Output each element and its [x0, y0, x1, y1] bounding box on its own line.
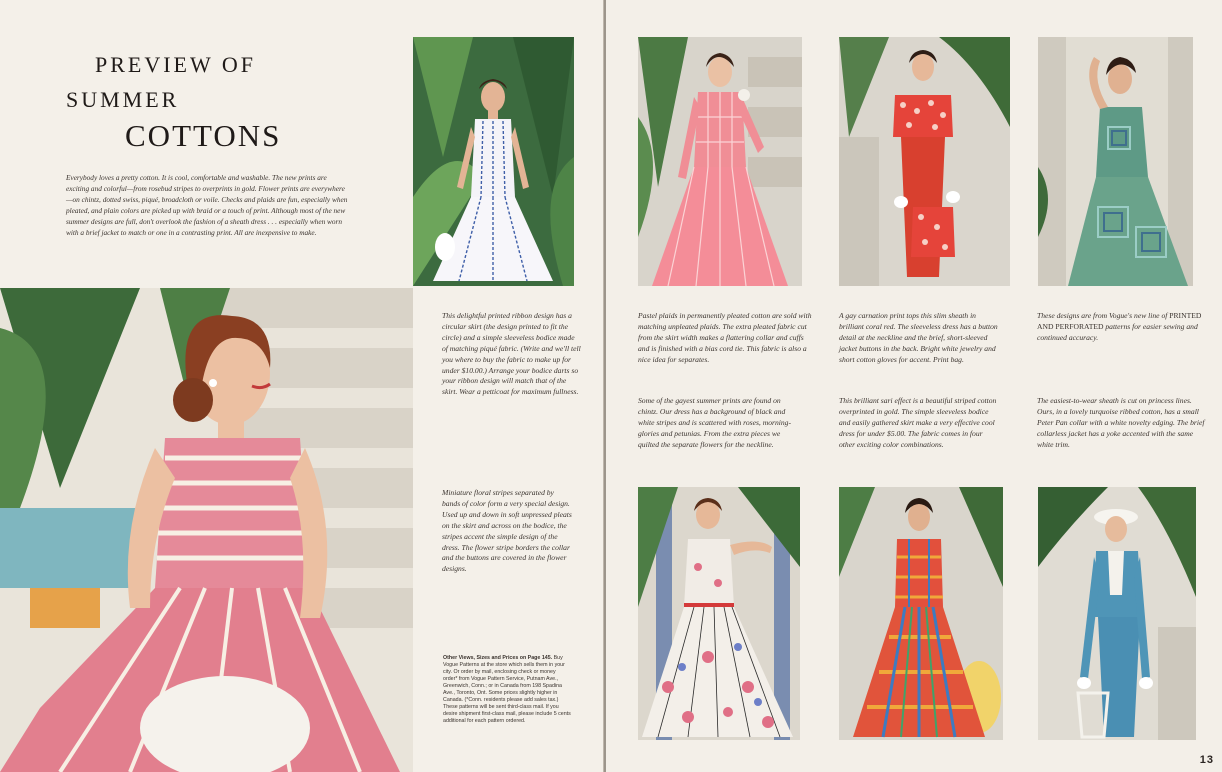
intro-paragraph: Everybody loves a pretty cotton. It is cool, comfortable and washable. The new prints are exciting and colorful—from rosebud stripes to overprints in gold. Flower prints are everywhere—on chintz, dotted swiss, piqué, broadcloth or voile. Checks and plaids are fun, especially when pleated, and plain colors are picked up with braid or a touch of print. Although most of the new summer designs are full, don't overlook the fashion of a sheath dress . . . especially when worn with a brief jacket to match or one in a contrasting print. All are inexpensive to make. — [66, 173, 348, 237]
caption-sari-dress: This brilliant sari effect is a beautiful striped cotton overprinted in gold. The simple sleeveless bodice and easily gathered skirt make a very effective cool dress for under $5.00. The fabric comes in four other exciting color combinations. — [839, 396, 997, 449]
vogue-line-text-c: patterns for easier sewing and continued accuracy. — [1037, 321, 1198, 342]
photo-floral-stripe-dress — [0, 288, 413, 772]
caption-turquoise-sheath: The easiest-to-wear sheath is cut on princess lines. Ours, in a lovely turquoise ribbed cotton, has a small Peter Pan collar with a white novelty edging. The brief collarless jacket has a yoke accented with the same white trim. — [1037, 396, 1205, 449]
photo-sari-dress — [839, 487, 1003, 740]
right-page — [606, 0, 1222, 772]
vogue-line-text-a: These designs are from Vogue's new line of — [1037, 311, 1170, 320]
page-number: 13 — [1199, 754, 1214, 766]
left-page — [0, 0, 604, 772]
footnote-heading: Other Views, Sizes and Prices on Page 145. — [443, 655, 553, 661]
caption-chintz-dress: Some of the gayest summer prints are found on chintz. Our dress has a background of black and white stripes and is scattered with roses, morning-glories and petunias. From the extra pieces we quilted the separate flowers for the neckline. — [638, 396, 791, 449]
caption-carnation-print: A gay carnation print tops this slim sheath in brilliant coral red. The sleeveless dress has a button detail at the neckline and the brief, short-sleeved jacket buttons in the back. Bright white jewelry and short cotton gloves for accent. Print bag. — [839, 311, 998, 364]
photo-turquoise-sheath — [1038, 487, 1196, 740]
pattern-footnote — [443, 655, 571, 725]
photo-pastel-plaid-dress — [638, 37, 802, 286]
caption-pastel-plaids: Pastel plaids in permanently pleated cotton are sold with matching unpleated plaids. The extra pleated fabric cut from the skirt width makes a flattering collar and cuffs and is finished with a bias cord tie. This fabric is also a nice idea for separates. — [638, 311, 812, 364]
vogue-line-printed-perforated: PRINTED AND PERFORATED — [1037, 311, 1202, 331]
photo-ribbon-dress — [413, 37, 574, 286]
photo-coral-sheath — [839, 37, 1010, 286]
photo-chintz-dress — [638, 487, 800, 740]
caption-floral-stripes: Miniature floral stripes separated by bands of color form a very special design. Used up and down in soft unpressed pleats on the skirt and across on the bodice, the stripes accent the simple design of the dress. The flower stripe borders the collar and the buttons are covered in the flower designs. — [442, 488, 572, 574]
title-line-cottons: COTTONS — [125, 118, 282, 153]
title-line-preview: PREVIEW OF — [95, 52, 256, 77]
footnote-body: Buy Vogue Patterns at the store which sells them in your city. Or order by mail, enclosing check or money order* from Vogue Pattern Service, Putnam Ave., Greenwich, Conn.; or in Canada from 198 Spadina Ave., Toronto, Ont. Some prices slightly higher in Canada. (*Conn. residents please add sales tax.) These patterns will be sent third-class mail. If you desire shipment first-class mail, please include 5 cents additional for each pattern ordered. — [443, 655, 571, 724]
photo-green-print-dress — [1038, 37, 1193, 286]
caption-ribbon-dress: This delightful printed ribbon design has a circular skirt (the design printed to fit the circle) and a simple sleeveless bodice made of matching piqué fabric. (Write and we'll tell you where to buy the fabric to make up for under $10.00.) Arrange your bodice darts so your ribbon design will match that of the skirt. Wear a petticoat for maximum fullness. — [442, 311, 581, 397]
title-line-summer: SUMMER — [66, 87, 180, 112]
caption-vogue-patterns — [1037, 311, 1209, 344]
